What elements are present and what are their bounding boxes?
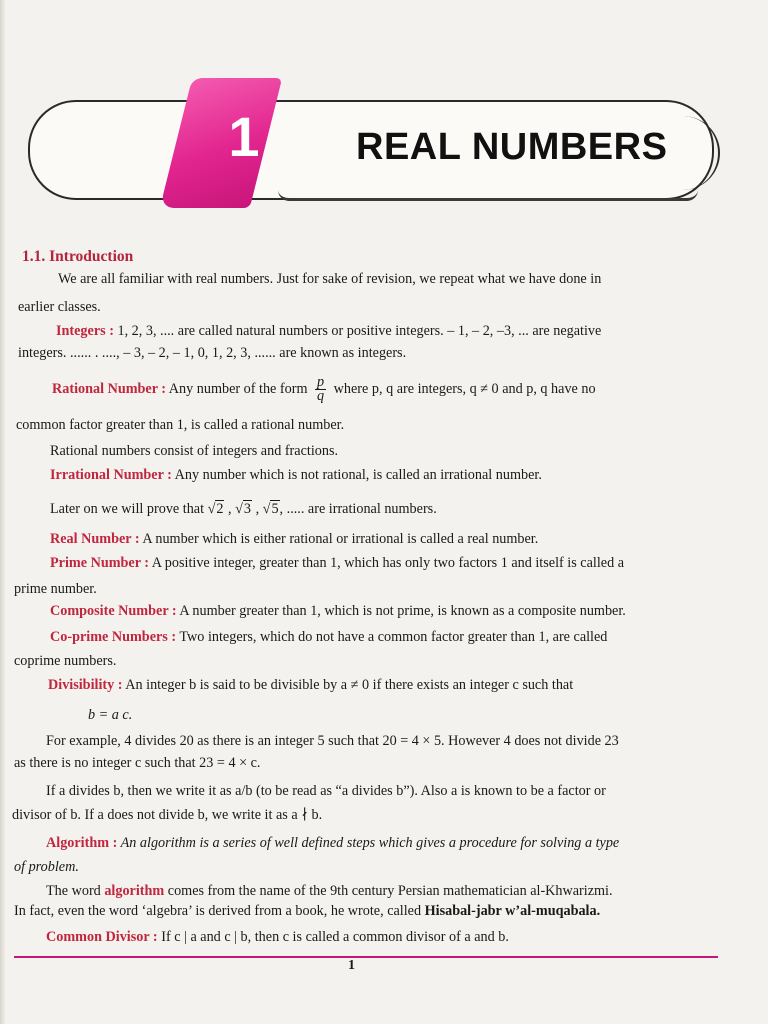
prime-text-1: A positive integer, greater than 1, which has only two factors 1 and itself is called a [149, 555, 625, 571]
chapter-title: REAL NUMBERS [356, 126, 668, 168]
word-origin-text-b: comes from the name of the 9th century Persian mathematician al-Khwarizmi. [164, 883, 613, 899]
integers-term: Integers : [56, 323, 114, 339]
divisibility-equation: b = a c. [88, 707, 133, 723]
p-over-q-fraction [315, 376, 326, 403]
algorithm-line-2: of problem. [14, 859, 79, 875]
common-divisor-text: If c | a and c | b, then c is called a common divisor of a and b. [157, 929, 509, 945]
irrational-term: Irrational Number : [50, 467, 172, 483]
page-number: 1 [348, 958, 355, 973]
if-divides-line-2: divisor of b. If a does not divide b, we write it as a ∤ b. [12, 807, 323, 823]
integers-line-1 [56, 322, 601, 340]
prime-line-1 [50, 554, 624, 572]
sqrt-5: √5 [262, 501, 279, 517]
banner-underline [278, 190, 698, 201]
common-divisor-line [46, 928, 509, 946]
chapter-number: 1 [228, 105, 260, 168]
intro-line-1: We are all familiar with real numbers. Just for sake of revision, we repeat what we have done in [58, 271, 602, 287]
later-text-b: , ..... are irrational numbers. [279, 501, 437, 517]
common-divisor-term: Common Divisor : [46, 929, 158, 945]
fraction-numerator: p [317, 374, 325, 390]
later-prove-line: Later on we will prove that √2 , √3 , √5, ..... are irrational numbers. [50, 501, 437, 517]
example-line-1: For example, 4 divides 20 as there is an integer 5 such that 20 = 4 × 5. However 4 does not divide 23 [46, 733, 619, 749]
algorithm-term: Algorithm : [46, 835, 118, 851]
rational-line-2: common factor greater than 1, is called a rational number. [16, 417, 345, 433]
footer-divider [14, 956, 718, 958]
prime-term: Prime Number : [50, 555, 150, 571]
composite-text: A number greater than 1, which is not prime, is known as a composite number. [176, 603, 626, 619]
coprime-line-2: coprime numbers. [14, 653, 117, 669]
later-text-a: Later on we will prove that [50, 501, 208, 517]
real-number-text: A number which is either rational or irrational is called a real number. [139, 531, 539, 547]
divisibility-line [48, 676, 573, 694]
word-origin-text-c: In fact, even the word ‘algebra’ is derived from a book, he wrote, called [14, 903, 425, 919]
section-heading: 1.1. Introduction [22, 248, 134, 265]
real-number-line [50, 530, 538, 548]
page-binding-edge [0, 0, 6, 1024]
if-divides-line-1: If a divides b, then we write it as a/b (to be read as “a divides b”). Also a is known to be a factor or [46, 783, 606, 799]
algorithm-word-term: algorithm [104, 883, 165, 899]
integers-line-2: integers. ...... . ...., – 3, – 2, – 1, 0, 1, 2, 3, ...... are known as integers. [18, 345, 407, 361]
sqrt-2: √2 [207, 501, 224, 517]
word-origin-line-1 [46, 882, 613, 900]
integers-text-1: 1, 2, 3, .... are called natural numbers or positive integers. – 1, – 2, –3, ... are negative [113, 323, 602, 339]
chapter-banner [28, 78, 718, 208]
algorithm-text-1: An algorithm is a series of well defined steps which gives a procedure for solving a type [117, 835, 620, 851]
rational-consist-line: Rational numbers consist of integers and fractions. [50, 443, 339, 459]
sqrt-3: √3 [235, 501, 252, 517]
rational-text-1a: Any number of the form [166, 380, 312, 397]
divisibility-text: An integer b is said to be divisible by a ≠ 0 if there exists an integer c such that [122, 677, 574, 693]
divisibility-term: Divisibility : [48, 677, 123, 693]
book-title: Hisabal-jabr w’al-muqabala. [424, 903, 601, 919]
coprime-term: Co-prime Numbers : [50, 629, 177, 645]
example-line-2: as there is no integer c such that 23 = 4 × c. [14, 755, 261, 771]
fraction-denominator: q [317, 388, 325, 404]
real-number-term: Real Number : [50, 531, 140, 547]
rational-line-1 [52, 376, 596, 403]
coprime-line-1 [50, 628, 607, 646]
irrational-line [50, 466, 542, 484]
intro-line-2: earlier classes. [18, 299, 101, 315]
coprime-text-1: Two integers, which do not have a common factor greater than 1, are called [176, 629, 608, 645]
prime-line-2: prime number. [14, 581, 97, 597]
composite-term: Composite Number : [50, 603, 177, 619]
rational-term: Rational Number : [52, 380, 167, 397]
word-origin-text-a: The word [46, 883, 105, 899]
irrational-text: Any number which is not rational, is called an irrational number. [171, 467, 542, 483]
composite-line [50, 602, 626, 620]
rational-text-1b: where p, q are integers, q ≠ 0 and p, q have no [330, 380, 596, 397]
word-origin-line-2 [14, 902, 600, 920]
algorithm-line-1 [46, 834, 619, 852]
